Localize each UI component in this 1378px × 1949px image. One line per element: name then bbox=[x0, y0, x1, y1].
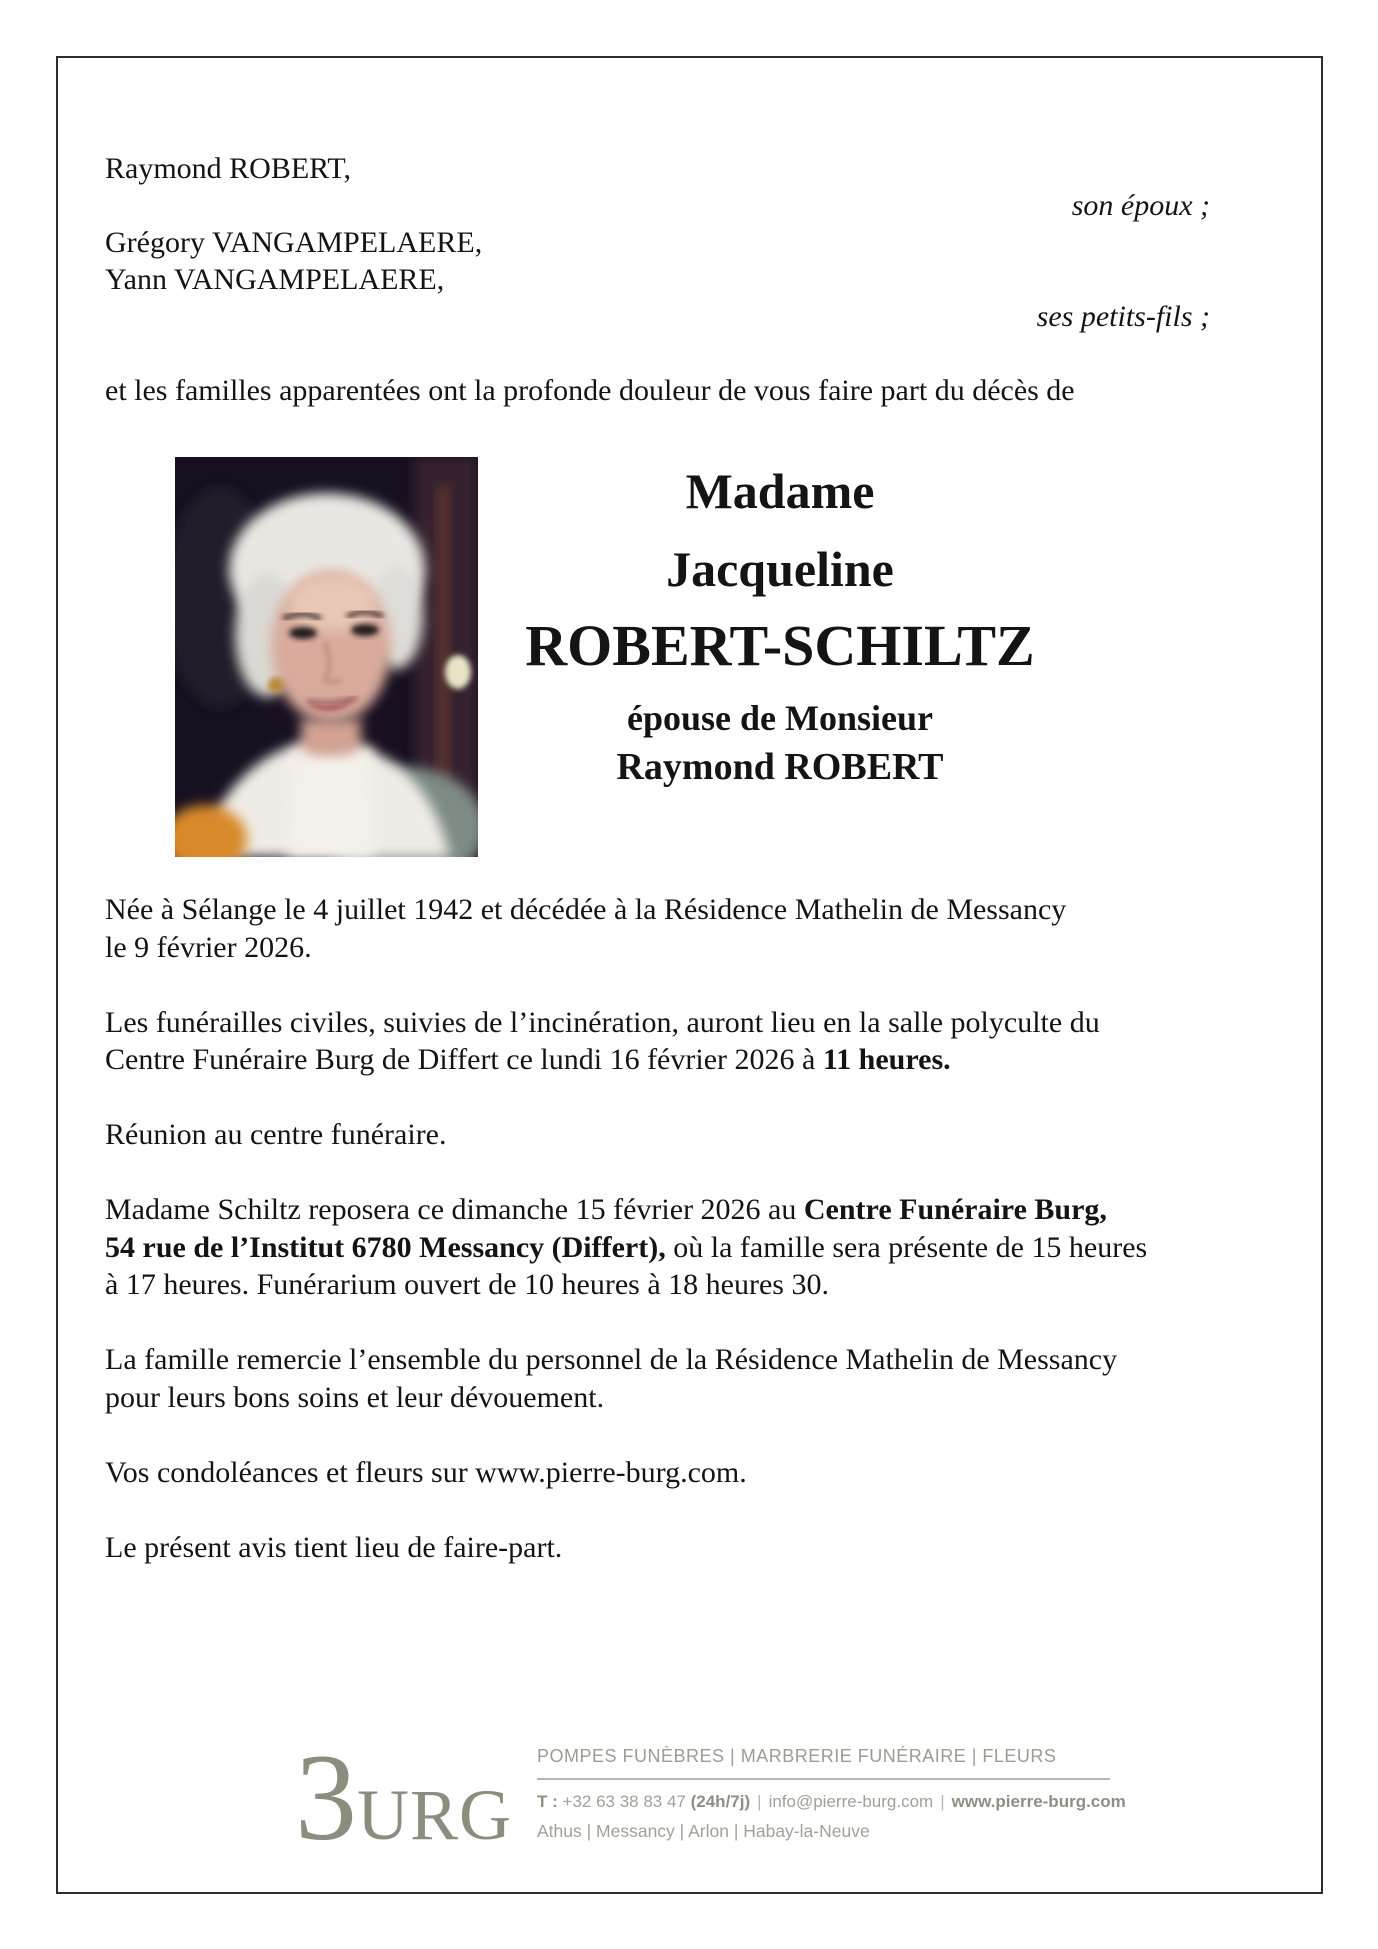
contact-line bbox=[537, 1792, 1126, 1812]
repose-text: Madame Schiltz reposera ce dimanche 15 février 2026 au bbox=[105, 1193, 804, 1226]
paragraph-meeting: Réunion au centre funéraire. bbox=[105, 1118, 447, 1151]
paragraph-funeral bbox=[105, 1004, 1217, 1079]
funeral-address-bold: 54 rue de l’Institut 6780 Messancy (Differt), bbox=[105, 1230, 666, 1264]
burg-logo-b-glyph: 3 bbox=[295, 1729, 357, 1866]
announcement-body bbox=[105, 891, 1217, 1604]
paragraph-line: Les funérailles civiles, suivies de l’incinération, auront lieu en la salle polyculte du bbox=[105, 1005, 1100, 1039]
paragraph-line: à 17 heures. Funérarium ouvert de 10 heures à 18 heures 30. bbox=[105, 1268, 829, 1301]
husband-name: Raymond ROBERT, bbox=[105, 152, 351, 185]
services-line: POMPES FUNÈBRES | MARBRERIE FUNÉRAIRE | FLEURS bbox=[537, 1746, 1057, 1766]
relatives-block bbox=[105, 150, 1210, 335]
paragraph-line: le 9 février 2026. bbox=[105, 930, 312, 964]
funeral-home-bold: Centre Funéraire Burg, bbox=[803, 1193, 1107, 1226]
paragraph-line bbox=[105, 1191, 1217, 1229]
deceased-last-name: ROBERT-SCHILTZ bbox=[525, 613, 1035, 678]
deceased-honorific: Madame bbox=[685, 463, 875, 519]
deceased-first-name: Jacqueline bbox=[666, 541, 894, 597]
email-text: info@pierre-burg.com bbox=[768, 1792, 934, 1811]
separator: | bbox=[940, 1792, 945, 1811]
funeral-time-bold: 11 heures. bbox=[822, 1043, 951, 1076]
husband-relation: son époux ; bbox=[1071, 189, 1210, 222]
deceased-title-block bbox=[420, 452, 1140, 792]
paragraph-repose bbox=[105, 1191, 1217, 1304]
burg-logo-urg: URG bbox=[357, 1775, 513, 1855]
paragraph-notice: Le présent avis tient lieu de faire-part. bbox=[105, 1530, 563, 1564]
website-text: www.pierre-burg.com bbox=[951, 1792, 1126, 1811]
paragraph-thanks bbox=[105, 1341, 1217, 1416]
intro-text: et les familles apparentées ont la profonde douleur de vous faire part du décès de bbox=[105, 374, 1075, 407]
spouse-prefix: épouse de Monsieur bbox=[627, 698, 933, 738]
locations-line: Athus | Messancy | Arlon | Habay-la-Neuve bbox=[537, 1821, 870, 1841]
paragraph-condolences: Vos condoléances et fleurs sur www.pierre-burg.com. bbox=[105, 1455, 747, 1489]
phone-number: +32 63 38 83 47 bbox=[562, 1792, 691, 1811]
footer-divider bbox=[537, 1778, 1110, 1780]
spouse-name: Raymond ROBERT bbox=[616, 746, 944, 788]
phone-label: T : bbox=[537, 1792, 558, 1811]
separator: | bbox=[757, 1792, 762, 1811]
grandson-name-2: Yann VANGAMPELAERE, bbox=[105, 263, 445, 296]
repose-text: où la famille sera présente de 15 heures bbox=[665, 1230, 1148, 1264]
paragraph-birth-death bbox=[105, 891, 1217, 966]
paragraph-line: pour leurs bons soins et leur dévouement. bbox=[105, 1380, 605, 1414]
paragraph-line: Née à Sélange le 4 juillet 1942 et décédée à la Résidence Mathelin de Messancy bbox=[105, 893, 1067, 926]
funeral-home-info bbox=[537, 1746, 1126, 1842]
paragraph-line bbox=[105, 1041, 1217, 1079]
phone-hours: (24h/7j) bbox=[690, 1792, 751, 1811]
burg-logo bbox=[295, 1729, 513, 1866]
paragraph-line bbox=[105, 1229, 1217, 1267]
grandsons-relation: ses petits-fils ; bbox=[1036, 300, 1210, 333]
funeral-text: Centre Funéraire Burg de Differt ce lundi 16 février 2026 à bbox=[105, 1043, 823, 1076]
grandson-name-1: Grégory VANGAMPELAERE, bbox=[105, 226, 483, 259]
paragraph-line: La famille remercie l’ensemble du personnel de la Résidence Mathelin de Messancy bbox=[105, 1343, 1118, 1376]
